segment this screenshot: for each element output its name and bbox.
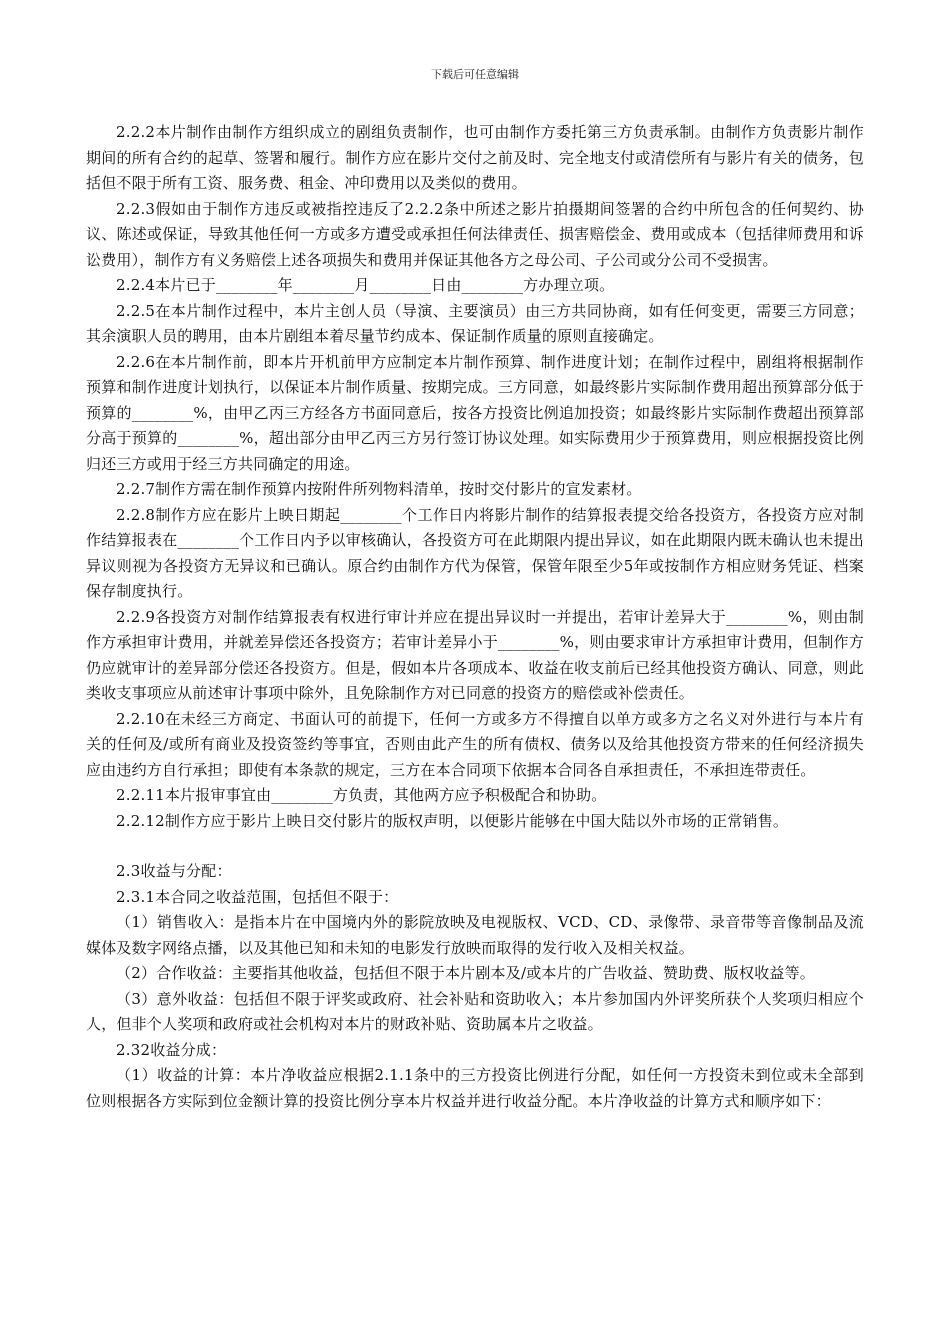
section-2-3-heading: 2.3收益与分配： [116, 862, 232, 880]
clause-2-2-11: 2.2.11本片报审事宜由________方负责，其他两方应予积极配合和协助。 [116, 786, 607, 804]
clause-2-2-7: 2.2.7制作方需在制作预算内按附件所列物料清单，按时交付影片的宣发素材。 [116, 480, 642, 498]
clause-2-2-6: 2.2.6在本片制作前，即本片开机前甲方应制定本片制作预算、制作进度计划；在制作过程中，剧组将根据制作预算和制作进度计划执行，以保证本片制作质量、按期完成。三方同意，如最终影片实际制作费用超出预算部分低于预算的________%，由甲乙丙三方经各方书面同意后，按各方投资比例追加投资；如最终影片实际制作费超出预算部分高于预算的________%，超出部分由甲乙丙三方另行签订协议处理。如实际费用少于预算费用，则应根据投资比例归还三方或用于经三方共同确定的用途。 [86, 352, 864, 473]
clause-2-2-8: 2.2.8制作方应在影片上映日期起________个工作日内将影片制作的结算报表提交给各投资方，各投资方应对制作结算报表在________个工作日内予以审核确认，各投资方可在此期限内提出异议，如在此期限内既未确认也未提出异议则视为各投资方无异议和已确认。原合约由制作方代为保管，保管年限至少5年或按制作方相应财务凭证、档案保存制度执行。 [86, 505, 864, 600]
clause-2-2-10: 2.2.10在未经三方商定、书面认可的前提下，任何一方或多方不得擅自以单方或多方之名义对外进行与本片有关的任何及/或所有商业及投资签约等事宜，否则由此产生的所有债权、债务以及给其他投资方带来的任何经济损失应由违约方自行承担；即使有本条款的规定，三方在本合同项下依据本合同各自承担责任，不承担连带责任。 [86, 709, 864, 779]
section-spacer [86, 834, 864, 859]
clause-2-3-1: 2.3.1本合同之收益范围，包括但不限于： [116, 887, 399, 906]
income-item-sales: （1）销售收入：是指本片在中国境内外的影院放映及电视版权、VCD、CD、录像带、录音带等音像制品及流媒体及数字网络点播，以及其他已知和未知的电影发行放映而取得的发行收入及相关权益。 [86, 913, 864, 957]
clause-2-2-5: 2.2.5在本片制作过程中，本片主创人员（导演、主要演员）由三方共同协商，如有任何变更，需要三方同意；其余演职人员的聘用，由本片剧组本着尽量节约成本、保证制作质量的原则直接确定。 [86, 301, 864, 345]
page-header-note: 下载后可任意编辑 [431, 68, 519, 81]
clause-2-2-9: 2.2.9各投资方对制作结算报表有权进行审计并应在提出异议时一并提出，若审计差异大于________%，则由制作方承担审计费用，并就差异偿还各投资方；若审计差异小于________%，则由要求审计方承担审计费用，但制作方仍应就审计的差异部分偿还各投资方。但是，假如本片各项成本、收益在收支前后已经其他投资方确认、同意，则此类收支事项应从前述审计事项中除外，且免除制作方对已同意的投资方的赔偿或补偿责任。 [86, 607, 864, 702]
income-item-cooperation: （2）合作收益：主要指其他收益，包括但不限于本片剧本及/或本片的广告收益、赞助费、版权收益等。 [116, 964, 816, 982]
clause-2-2-12: 2.2.12制作方应于影片上映日交付影片的版权声明，以便影片能够在中国大陆以外市场的正常销售。 [116, 811, 789, 830]
clause-2-3-2-heading: 2.32收益分成： [116, 1040, 227, 1059]
clause-2-2-4: 2.2.4本片已于________年________月________日由________方办理立项。 [116, 276, 615, 294]
income-calculation: （1）收益的计算：本片净收益应根据2.1.1条中的三方投资比例进行分配，如任何一方投资未到位或未全部到位则根据各方实际到位金额计算的投资比例分享本片权益并进行收益分配。本片净收益的计算方式和顺序如下： [86, 1066, 864, 1110]
clause-2-2-2: 2.2.2本片制作由制作方组织成立的剧组负责制作，也可由制作方委托第三方负责承制。由制作方负责影片制作期间的所有合约的起草、签署和履行。制作方应在影片交付之前及时、完全地支付或清偿所有与影片有关的债务，包括但不限于所有工资、服务费、租金、冲印费用以及类似的费用。 [86, 123, 864, 192]
income-item-incidental: （3）意外收益：包括但不限于评奖或政府、社会补贴和资助收入；本片参加国内外评奖所获个人奖项归相应个人，但非个人奖项和政府或社会机构对本片的财政补贴、资助属本片之收益。 [86, 989, 864, 1033]
document-body [86, 120, 864, 1114]
clause-2-2-3: 2.2.3假如由于制作方违反或被指控违反了2.2.2条中所述之影片拍摄期间签署的合约中所包含的任何契约、协议、陈述或保证，导致其他任何一方或多方遭受或承担任何法律责任、损害赔偿金、费用或成本（包括律师费用和诉讼费用），制作方有义务赔偿上述各项损失和费用并保证其他各方之母公司、子公司或分公司不受损害。 [86, 199, 864, 269]
